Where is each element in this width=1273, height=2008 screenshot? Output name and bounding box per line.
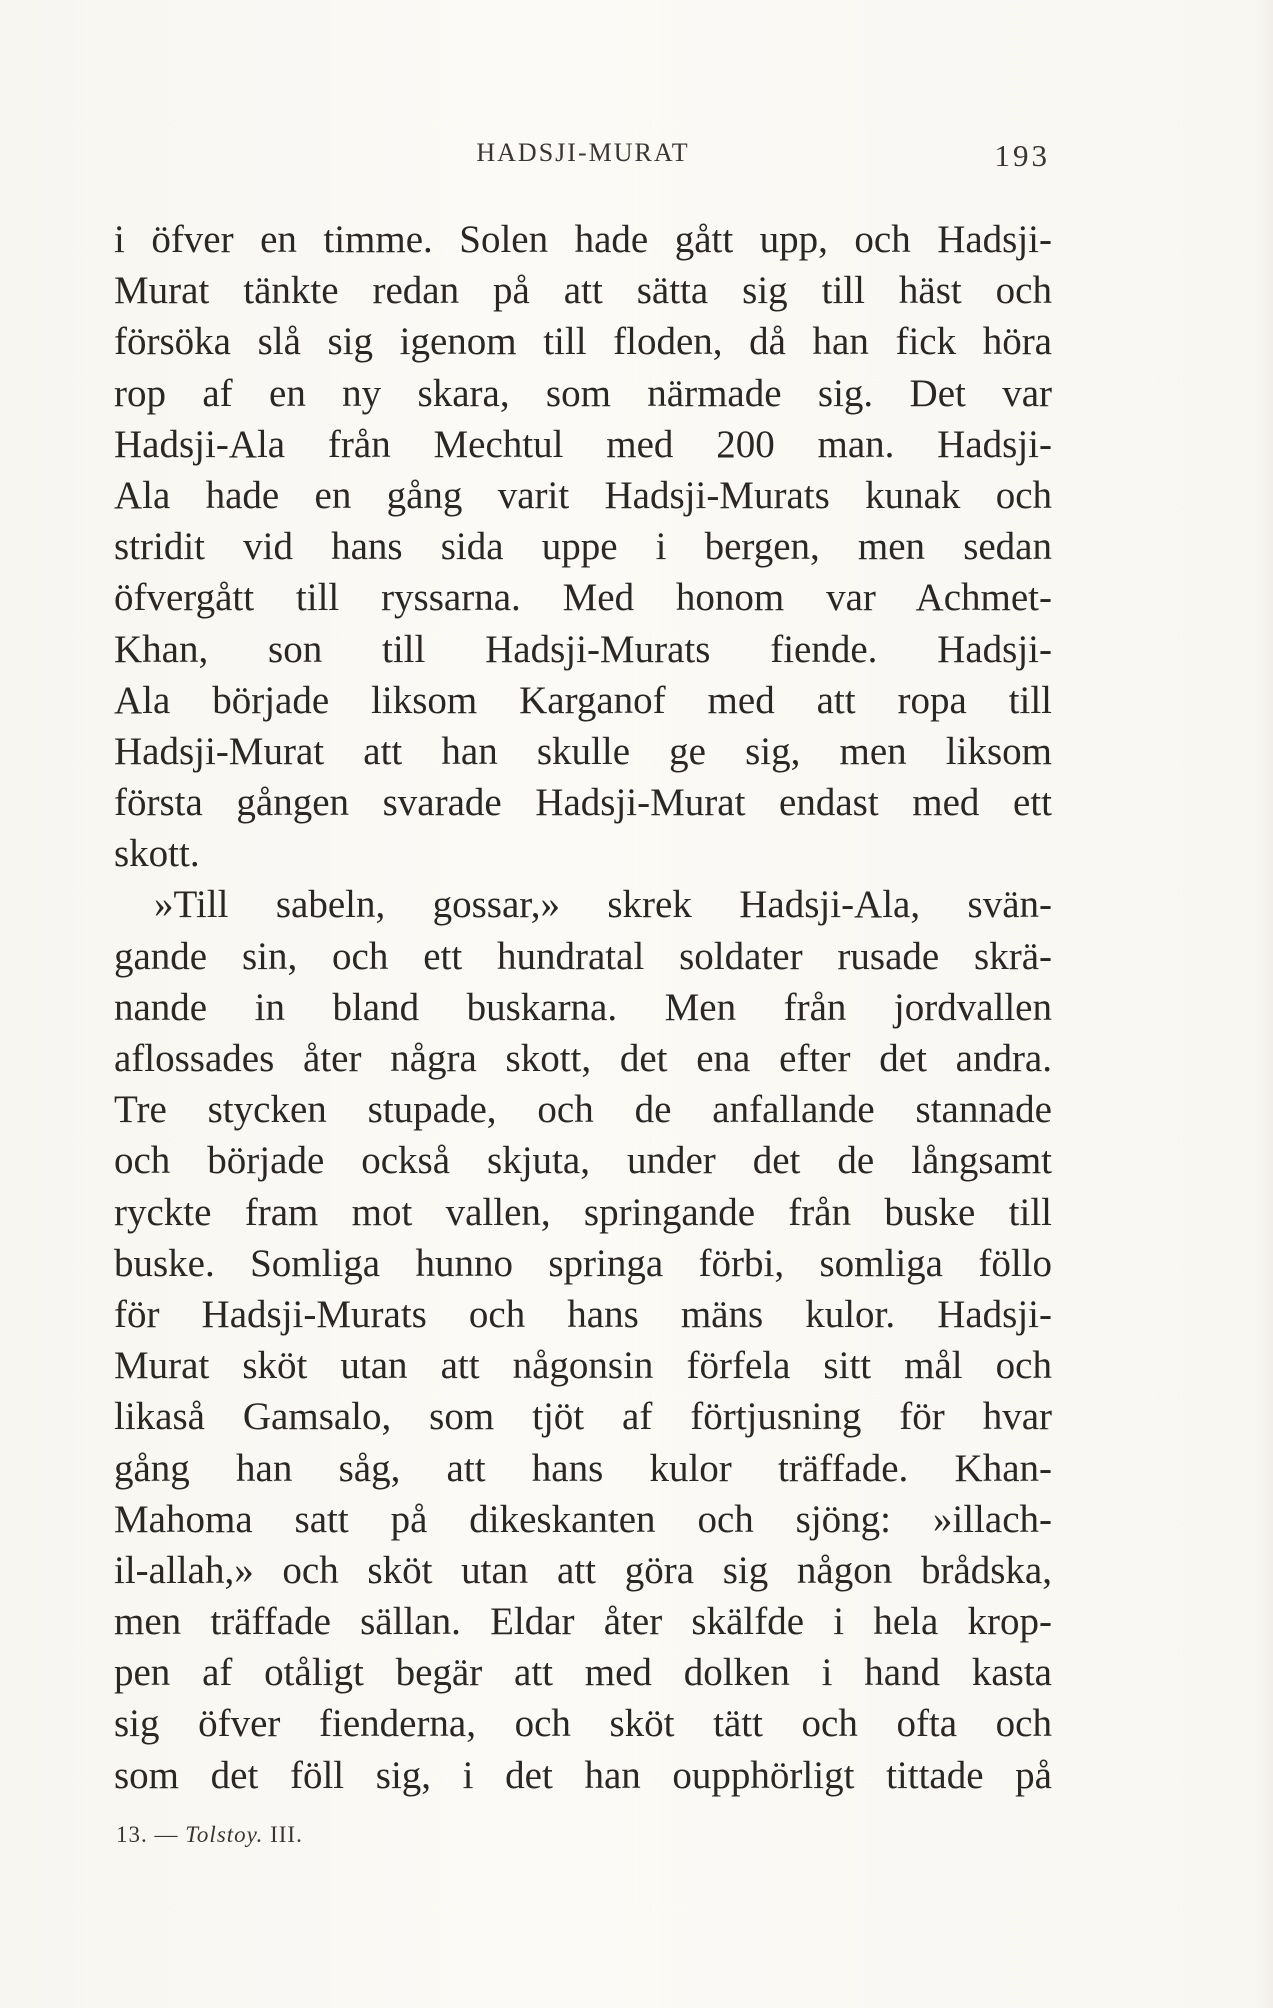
page-number: 193: [994, 138, 1050, 173]
text-line: som det föll sig, i det han oupphörligt tittade på: [114, 1753, 1052, 1797]
running-head: HADSJI-MURAT: [476, 138, 690, 167]
text-line: men träffade sällan. Eldar åter skälfde i hela krop-: [114, 1600, 1052, 1644]
footer-author: Tolstoy.: [185, 1822, 264, 1847]
text-line: aflossades åter några skott, det ena efter det andra.: [114, 1037, 1052, 1080]
text-line: gande sin, och ett hundratal soldater rusade skrä-: [114, 934, 1052, 978]
text-line: första gången svarade Hadsji-Murat endast med ett: [114, 781, 1052, 825]
text-line: Hadsji-Murat att han skulle ge sig, men liksom: [114, 729, 1052, 773]
page-edge-shadow: [1255, 0, 1273, 2008]
text-line: skott.: [114, 832, 200, 876]
text-line: Mahoma satt på dikeskanten och sjöng: »illach-: [114, 1497, 1052, 1541]
text-line: öfvergått till ryssarna. Med honom var Achmet-: [114, 576, 1052, 620]
text-line: för Hadsji-Murats och hans mäns kulor. Hadsji-: [114, 1292, 1052, 1336]
text-line: Ala hade en gång varit Hadsji-Murats kunak och: [114, 473, 1052, 517]
signature-footer: [116, 1822, 303, 1848]
text-line: Khan, son till Hadsji-Murats fiende. Hadsji-: [114, 627, 1052, 671]
text-line: i öfver en timme. Solen hade gått upp, och Hadsji-: [114, 218, 1052, 261]
signature-mark: 13.: [116, 1822, 148, 1847]
text-line: likaså Gamsalo, som tjöt af förtjusning för hvar: [114, 1395, 1052, 1439]
text-line: nande in bland buskarna. Men från jordvallen: [114, 985, 1052, 1029]
text-line: buske. Somliga hunno springa förbi, somliga föllo: [114, 1241, 1052, 1285]
text-line: pen af otåligt begär att med dolken i hand kasta: [114, 1651, 1052, 1695]
footer-volume: III.: [270, 1822, 303, 1847]
text-line: Murat tänkte redan på att sätta sig till häst och: [114, 269, 1052, 313]
text-line: sig öfver fienderna, och sköt tätt och ofta och: [114, 1702, 1052, 1746]
text-line: il-allah,» och sköt utan att göra sig någon brådska,: [114, 1548, 1052, 1592]
text-line: Tre stycken stupade, och de anfallande stannade: [114, 1088, 1052, 1132]
text-line: rop af en ny skara, som närmade sig. Det var: [114, 371, 1052, 415]
text-line: Hadsji-Ala från Mechtul med 200 man. Hadsji-: [114, 422, 1052, 466]
text-line: Ala började liksom Karganof med att ropa till: [114, 678, 1052, 722]
text-line: ryckte fram mot vallen, springande från buske till: [114, 1190, 1052, 1234]
text-line: stridit vid hans sida uppe i bergen, men sedan: [114, 525, 1052, 569]
text-line: »Till sabeln, gossar,» skrek Hadsji-Ala, svän-: [154, 883, 1052, 927]
text-line: och började också skjuta, under det de långsamt: [114, 1139, 1052, 1183]
text-line: gång han såg, att hans kulor träffade. Khan-: [114, 1446, 1052, 1490]
body-text: [114, 214, 1052, 1801]
footer-dash: —: [154, 1822, 179, 1847]
page-header: [116, 138, 1050, 178]
text-line: Murat sköt utan att någonsin förfela sitt mål och: [114, 1344, 1052, 1388]
text-line: försöka slå sig igenom till floden, då han fick höra: [114, 320, 1052, 364]
